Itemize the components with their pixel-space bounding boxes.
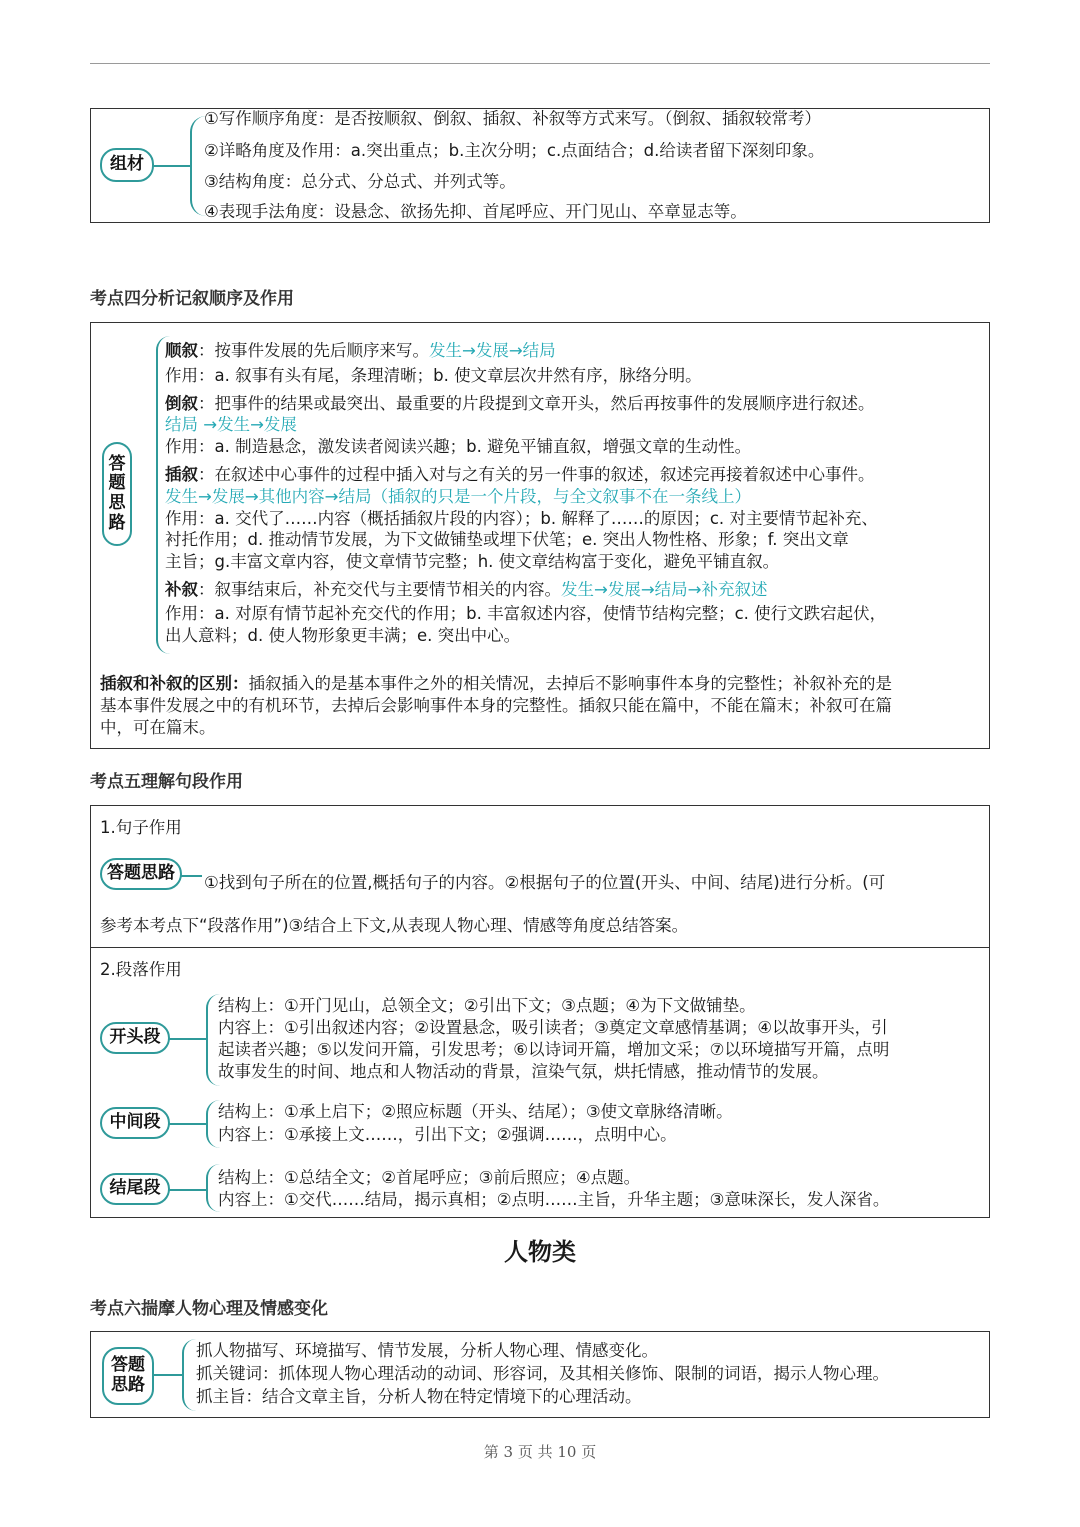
- buxu-line: [165, 579, 767, 601]
- chaxu-label: 插叙: [165, 465, 198, 484]
- page-title: 人物类: [504, 1238, 576, 1266]
- daoxu-label: 倒叙: [165, 394, 198, 413]
- top-rule: [90, 63, 990, 64]
- shunxu-line: [165, 340, 556, 362]
- sentence-line: 参考本考点下“段落作用”)③结合上下文,从表现人物心理、情感等角度总结答案。: [100, 916, 689, 935]
- connector: [180, 875, 202, 877]
- daoxu-effect: 作用：a. 制造悬念，激发读者阅读兴趣；b. 避免平铺直叙，增强文章的生动性。: [165, 437, 752, 456]
- chaxu-line: [165, 464, 875, 486]
- connector: [166, 1189, 206, 1191]
- shunxu-effect: 作用：a. 叙事有头有尾，条理清晰；b. 使文章层次井然有序，脉络分明。: [165, 366, 702, 385]
- buxu-effect: 出人意料；d. 使人物形象更丰满；e. 突出中心。: [165, 626, 521, 645]
- connector: [166, 1038, 206, 1040]
- tag-datisilu: 答题思路: [102, 1347, 154, 1405]
- diff-label: 插叙和补叙的区别：: [100, 674, 249, 693]
- section6-line: 抓人物描写、环境描写、情节发展，分析人物心理、情感变化。: [196, 1341, 658, 1360]
- sub-heading: 2.段落作用: [100, 960, 182, 979]
- kaitou-line: 内容上：①引出叙述内容；②设置悬念，吸引读者；③奠定文章感情基调；④以故事开头，引: [218, 1018, 888, 1037]
- sub-heading: 1.句子作用: [100, 818, 182, 837]
- sentence-line: ①找到句子所在的位置,概括句子的内容。②根据句子的位置(开头、中间、结尾)进行分析。(可: [204, 873, 886, 892]
- box1-line: ①写作顺序角度：是否按顺叙、倒叙、插叙、补叙等方式来写。（倒叙、插叙较常考）: [204, 109, 822, 128]
- connector: [150, 165, 190, 167]
- daoxu-def: ：把事件的结果或最突出、最重要的片段提到文章开头，然后再按事件的发展顺序进行叙述。: [198, 394, 875, 413]
- kaitou-line: 结构上：①开门见山，总领全文；②引出下文；③点题；④为下文做铺垫。: [218, 996, 756, 1015]
- chaxu-effect: 主旨；g.丰富文章内容，使文章情节完整；h. 使文章结构富于变化，避免平铺直叙。: [165, 552, 780, 571]
- tag-datisilu: 答题思路: [100, 858, 182, 890]
- buxu-flow: 发生→发展→结局→补充叙述: [561, 580, 768, 599]
- kaitou-line: 故事发生的时间、地点和人物活动的背景，渲染气氛，烘托情感，推动情节的发展。: [218, 1062, 829, 1081]
- chaxu-def: ：在叙述中心事件的过程中插入对与之有关的另一件事的叙述，叙述完再接着叙述中心事件。: [198, 465, 875, 484]
- box1-line: ④表现手法角度：设悬念、欲扬先抑、首尾呼应、开门见山、卒章显志等。: [204, 202, 747, 221]
- section-heading: 考点六揣摩人物心理及情感变化: [90, 1299, 328, 1319]
- tag-zhongjian: 中间段: [100, 1107, 170, 1139]
- section-heading: 考点四分析记叙顺序及作用: [90, 289, 294, 309]
- zhongjian-line: 结构上：①承上启下；②照应标题（开头、结尾）；③使文章脉络清晰。: [218, 1102, 733, 1121]
- tag-datisilu: 答题思路: [102, 442, 132, 546]
- diff-text: 插叙插入的是基本事件之外的相关情况，去掉后不影响事件本身的完整性；补叙补充的是: [248, 674, 892, 693]
- buxu-effect: 作用：a. 对原有情节起补充交代的作用；b. 丰富叙述内容，使情节结构完整；c. 使行文跌宕起伏，: [165, 604, 887, 623]
- buxu-label: 补叙: [165, 580, 198, 599]
- chaxu-flow: 发生→发展→其他内容→结局（插叙的只是一个片段，与全文叙事不在一条线上）: [165, 487, 751, 506]
- box1-line: ③结构角度：总分式、分总式、并列式等。: [204, 172, 516, 191]
- jiewei-line: 内容上：①交代……结局，揭示真相；②点明……主旨，升华主题；③意味深长，发人深省。: [218, 1190, 890, 1209]
- chaxu-effect: 衬托作用；d. 推动情节发展，为下文做铺垫或埋下伏笔；e. 突出人物性格、形象；f. 突出文章: [165, 530, 849, 549]
- jiewei-line: 结构上：①总结全文；②首尾呼应；③前后照应；④点题。: [218, 1168, 641, 1187]
- section-heading: 考点五理解句段作用: [90, 772, 243, 792]
- daoxu-line: [165, 393, 875, 415]
- section6-line: 抓关键词：抓体现人物心理活动的动词、形容词，及其相关修饰、限制的词语，揭示人物心理。: [196, 1364, 889, 1383]
- kaitou-line: 起读者兴趣；⑤以发问开篇，引发思考；⑥以诗词开篇，增加文采；⑦以环境描写开篇，点明: [218, 1040, 890, 1059]
- chaxu-effect: 作用：a. 交代了……内容（概括插叙片段的内容）；b. 解释了……的原因；c. 对主要情节起补充、: [165, 509, 878, 528]
- zhongjian-line: 内容上：①承接上文……，引出下文；②强调……，点明中心。: [218, 1125, 677, 1144]
- divider: [90, 947, 990, 948]
- tag-zucai: 组材: [100, 148, 154, 182]
- tag-kaitou: 开头段: [100, 1022, 170, 1054]
- connector: [166, 1123, 206, 1125]
- shunxu-flow: 发生→发展→结局: [429, 341, 556, 360]
- buxu-def: ：叙事结束后，补充交代与主要情节相关的内容。: [198, 580, 561, 599]
- box1-line: ②详略角度及作用：a.突出重点；b.主次分明；c.点面结合；d.给读者留下深刻印象。: [204, 141, 825, 160]
- daoxu-flow: 结局 →发生→发展: [165, 415, 297, 434]
- shunxu-def: ：按事件发展的先后顺序来写。: [198, 341, 429, 360]
- diff-line: [100, 673, 892, 695]
- page-number: 第 3 页 共 10 页: [483, 1443, 597, 1461]
- section6-line: 抓主旨：结合文章主旨，分析人物在特定情境下的心理活动。: [196, 1387, 642, 1406]
- diff-line: 中，可在篇末。: [100, 718, 216, 737]
- shunxu-label: 顺叙: [165, 341, 198, 360]
- connector: [152, 1374, 182, 1376]
- tag-jiewei: 结尾段: [100, 1173, 170, 1205]
- diff-line: 基本事件发展之中的有机环节，去掉后会影响事件本身的完整性。插叙只能在篇中，不能在篇末；补叙可在篇: [100, 696, 892, 715]
- brace: [182, 1339, 196, 1411]
